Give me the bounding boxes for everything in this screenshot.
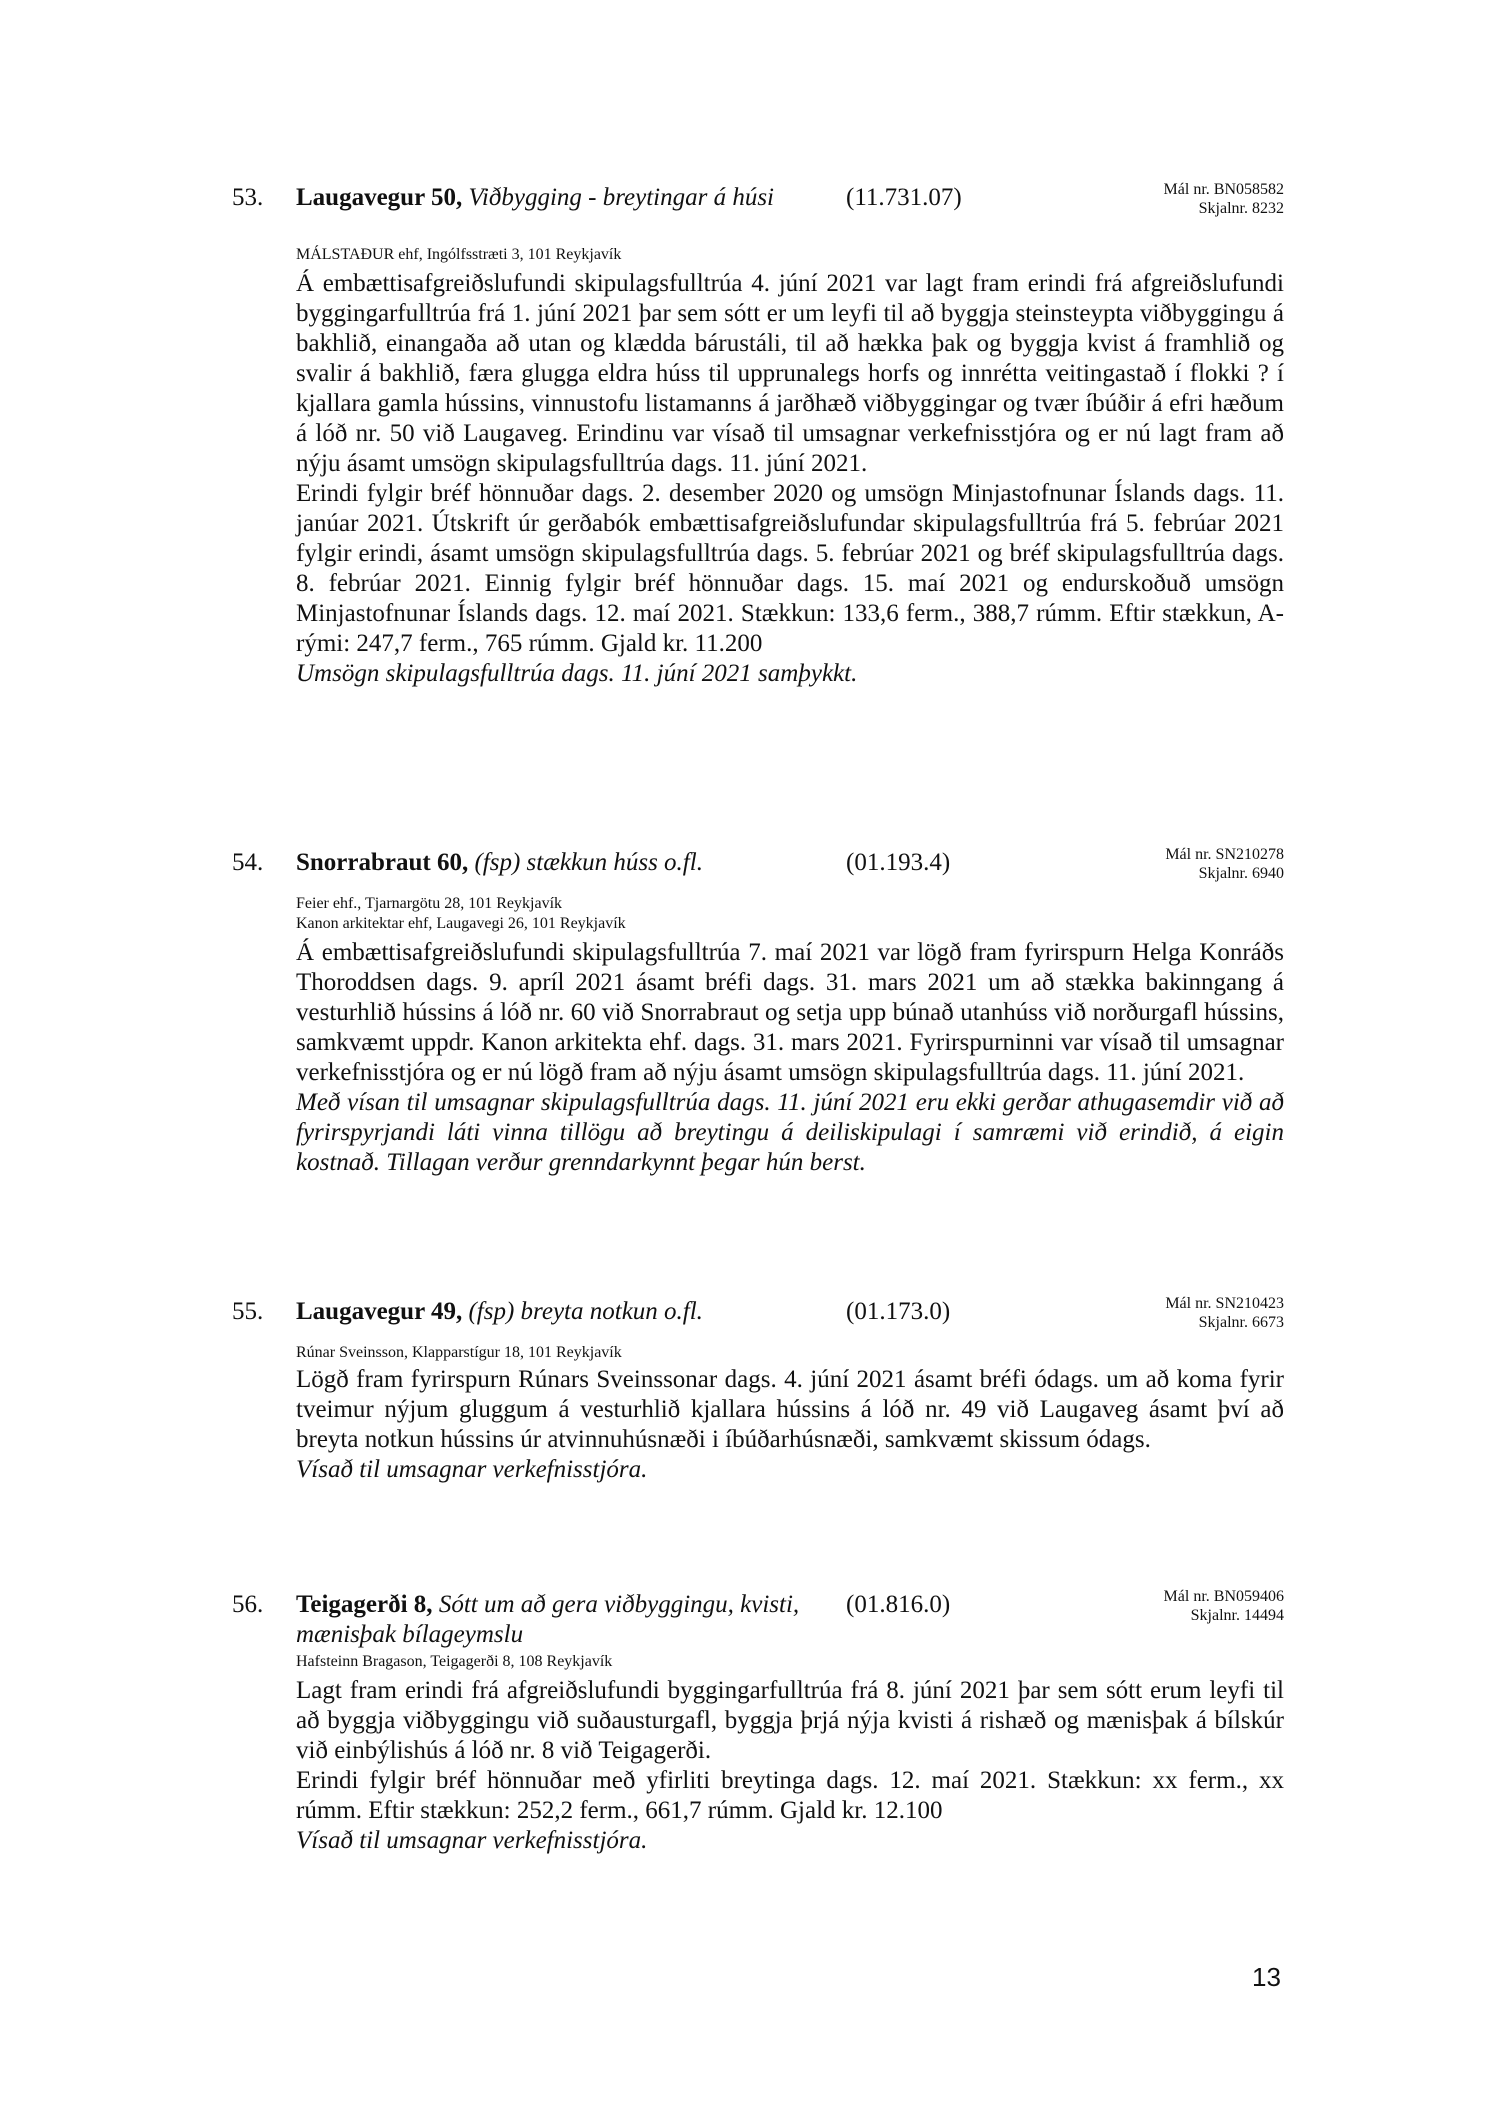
case-number: Mál nr. BN059406 <box>1163 1588 1284 1605</box>
item-subject: (fsp) breyta notkun o.fl. <box>468 1298 703 1325</box>
decision: Umsögn skipulagsfulltrúa dags. 11. júní 2021 samþykkt. <box>296 660 858 687</box>
applicant: Feier ehf., Tjarnargötu 28, 101 Reykjavík <box>296 895 563 912</box>
item-body <box>296 269 1284 689</box>
paragraph: Á embættisafgreiðslufundi skipulagsfulltrúa 4. júní 2021 var lagt fram erindi frá afgreiðslufundi byggingarfulltrúa frá 1. júní 2021 þar sem sótt er um leyfi til að byggja steinsteypta viðbyggingu á bakhlið, einangaða að utan og klædda bárustáli, til að hækka þak og byggja kvist á framhlið og svalir á bakhlið, færa glugga eldra húss til upprunalegs horfs og innrétta veitingastað í flokki ? í kjallara gamla hússins, vinnustofu listamanns á jarðhæð viðbyggingar og tvær íbúðir á efri hæðum á lóð nr. 50 við Laugaveg. Erindinu var vísað til umsagnar verkefnisstjóra og er nú lagt fram að nýju ásamt umsögn skipulagsfulltrúa dags. 11. júní 2021. <box>296 270 1284 477</box>
paragraph: Lagt fram erindi frá afgreiðslufundi byggingarfulltrúa frá 8. júní 2021 þar sem sótt erum leyfi til að byggja viðbyggingu við suðausturgafl, byggja þrjá nýja kvisti á rishæð og mænisþak á bílskúr við einbýlishús á lóð nr. 8 við Teigagerði. <box>296 1677 1284 1764</box>
item-body <box>296 1676 1284 1856</box>
document-number: Skjalnr. 8232 <box>1198 200 1284 217</box>
case-number: Mál nr. SN210278 <box>1165 846 1284 863</box>
item-number: 53. <box>232 184 264 211</box>
page-number: 13 <box>1252 1962 1281 1992</box>
agenda-item-54 <box>232 848 1284 1248</box>
decision: Vísað til umsagnar verkefnisstjóra. <box>296 1456 648 1483</box>
applicant: Kanon arkitektar ehf, Laugavegi 26, 101 Reykjavík <box>296 915 626 932</box>
applicants <box>296 1652 612 1672</box>
item-subject: Viðbygging - breytingar á húsi <box>468 184 775 211</box>
land-number: (01.173.0) <box>846 1298 951 1325</box>
item-body <box>296 938 1284 1178</box>
case-meta <box>1164 1587 1284 1625</box>
case-meta <box>1165 845 1284 883</box>
applicants <box>296 1343 622 1363</box>
agenda-item-53 <box>232 183 1284 783</box>
paragraph: Lögð fram fyrirspurn Rúnars Sveinssonar dags. 4. júní 2021 ásamt bréfi ódags. um að koma fyrir tveimur nýjum gluggum á vesturhlið kjallara hússins á lóð nr. 49 við Laugaveg ásamt því að breyta notkun hússins úr atvinnuhúsnæði i íbúðarhúsnæði, samkvæmt skissum ódags. <box>296 1366 1284 1453</box>
item-subject: Sótt um að gera viðbyggingu, kvisti, mænisþak bílageymslu <box>296 1591 800 1648</box>
item-title <box>296 1590 836 1650</box>
applicants <box>296 894 626 934</box>
land-number: (01.193.4) <box>846 849 951 876</box>
case-meta <box>1164 180 1284 218</box>
item-address: Laugavegur 49, <box>296 1298 463 1325</box>
paragraph: Erindi fylgir bréf hönnuðar með yfirliti breytinga dags. 12. maí 2021. Stækkun: xx ferm., xx rúmm. Eftir stækkun: 252,2 ferm., 661,7 rúmm. Gjald kr. 12.100 <box>296 1767 1284 1824</box>
item-address: Snorrabraut 60, <box>296 849 469 876</box>
case-number: Mál nr. BN058582 <box>1163 181 1284 198</box>
agenda-item-55 <box>232 1297 1284 1537</box>
item-body <box>296 1365 1284 1485</box>
applicant: Rúnar Sveinsson, Klapparstígur 18, 101 Reykjavík <box>296 1344 622 1361</box>
item-address: Laugavegur 50, <box>296 184 463 211</box>
item-subject: (fsp) stækkun húss o.fl. <box>474 849 703 876</box>
land-number: (11.731.07) <box>846 184 962 211</box>
case-number: Mál nr. SN210423 <box>1165 1295 1284 1312</box>
applicant: MÁLSTAÐUR ehf, Ingólfsstræti 3, 101 Reykjavík <box>296 246 622 263</box>
case-meta <box>1165 1294 1284 1332</box>
land-number: (01.816.0) <box>846 1591 951 1618</box>
paragraph: Erindi fylgir bréf hönnuðar dags. 2. desember 2020 og umsögn Minjastofnunar Íslands dags. 11. janúar 2021. Útskrift úr gerðabók embættisafgreiðslufundar skipulagsfulltrúa frá 5. febrúar 2021 fylgir erindi, ásamt umsögn skipulagsfulltrúa dags. 5. febrúar 2021 og bréf skipulagsfulltrúa dags. 8. febrúar 2021. Einnig fylgir bréf hönnuðar dags. 15. maí 2021 og endurskoðuð umsögn Minjastofnunar Íslands dags. 12. maí 2021. Stækkun: 133,6 ferm., 388,7 rúmm. Eftir stækkun, A-rými: 247,7 ferm., 765 rúmm. Gjald kr. 11.200 <box>296 480 1284 657</box>
agenda-item-56 <box>232 1590 1284 1880</box>
decision: Með vísan til umsagnar skipulagsfulltrúa dags. 11. júní 2021 eru ekki gerðar athugasemdir við að fyrirspyrjandi láti vinna tillögu að breytingu á deiliskipulagi í samræmi við erindið, á eigin kostnað. Tillagan verður grenndarkynnt þegar hún berst. <box>296 1089 1284 1176</box>
applicants <box>296 245 621 265</box>
item-title <box>296 183 856 213</box>
decision: Vísað til umsagnar verkefnisstjóra. <box>296 1827 648 1854</box>
item-number: 55. <box>232 1298 264 1325</box>
item-address: Teigagerði 8, <box>296 1591 433 1618</box>
document-number: Skjalnr. 14494 <box>1190 1607 1284 1624</box>
applicant: Hafsteinn Bragason, Teigagerði 8, 108 Reykjavík <box>296 1653 613 1670</box>
item-title <box>296 1297 856 1327</box>
document-number: Skjalnr. 6673 <box>1198 1314 1284 1331</box>
item-number: 54. <box>232 849 264 876</box>
item-title <box>296 848 856 878</box>
document-number: Skjalnr. 6940 <box>1198 865 1284 882</box>
item-number: 56. <box>232 1591 264 1618</box>
paragraph: Á embættisafgreiðslufundi skipulagsfulltrúa 7. maí 2021 var lögð fram fyrirspurn Helga Konráðs Thoroddsen dags. 9. apríl 2021 ásamt bréfi dags. 31. mars 2021 um að stækka bakinngang á vesturhlið hússins á lóð nr. 60 við Snorrabraut og setja upp búnað utanhúss við norðurgafl hússins, samkvæmt uppdr. Kanon arkitekta ehf. dags. 31. mars 2021. Fyrirspurninni var vísað til umsagnar verkefnisstjóra og er nú lögð fram að nýju ásamt umsögn skipulagsfulltrúa dags. 11. júní 2021. <box>296 939 1284 1086</box>
